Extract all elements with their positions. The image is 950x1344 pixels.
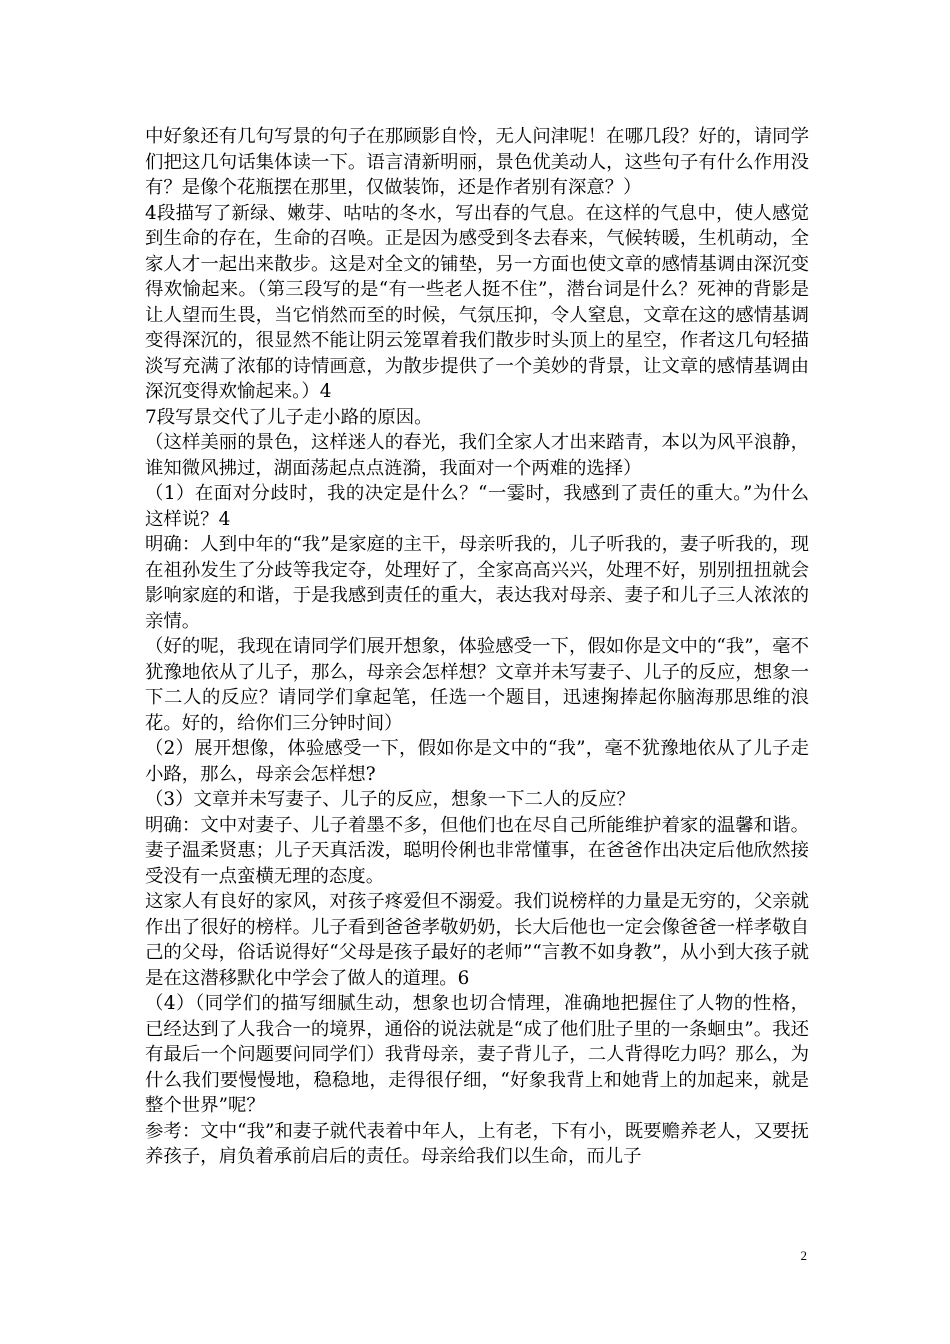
paragraph-5: （1）在面对分歧时，我的决定是什么？“一霎时，我感到了责任的重大。”为什么这样说？4	[145, 483, 809, 530]
paragraph-12: （4）（同学们的描写细腻生动，想象也切合情理，准确地把握住了人物的性格，已经达到了人我合一的境界，通俗的说法就是“成了他们肚子里的一条蛔虫”。我还有最后一个问题要问同学们）我背母亲，妻子背儿子，二人背得吃力吗？那么，为什么我们要慢慢地，稳稳地，走得很仔细，“好象我背上和她背上的加起来，就是整个世界”呢？	[145, 993, 809, 1116]
paragraph-6: 明确：人到中年的“我”是家庭的主干，母亲听我的，儿子听我的，妻子听我的，现在祖孙发生了分歧等我定夺，处理好了，全家高高兴兴，处理不好，别别扭扭就会影响家庭的和谐，于是我感到责任的重大，表达我对母亲、妻子和儿子三人浓浓的亲情。	[145, 534, 809, 632]
paragraph-2: 4段描写了新绿、嫩芽、咕咕的冬水，写出春的气息。在这样的气息中，使人感觉到生命的存在，生命的召唤。正是因为感受到冬去春来，气候转暖，生机萌动，全家人才一起出来散步。这是对全文的铺垫，另一方面也使文章的感情基调由深沉变得欢愉起来。（第三段写的是“有一些老人挺不住”，潜台词是什么？死神的背影是让人望而生畏，当它悄然而至的时候，气氛压抑，令人窒息，文章在这的感情基调变得深沉的，很显然不能让阴云笼罩着我们散步时头顶上的星空，作者这几句轻描淡写充满了浓郁的诗情画意，为散步提供了一个美妙的背景，让文章的感情基调由深沉变得欢愉起来。）4	[145, 202, 809, 402]
paragraph-3: 7段写景交代了儿子走小路的原因。	[145, 406, 433, 428]
paragraph-10: 明确：文中对妻子、儿子着墨不多，但他们也在尽自己所能维护着家的温馨和谐。妻子温柔贤惠；儿子天真活泼，聪明伶俐也非常懂事，在爸爸作出决定后他欣然接受没有一点蛮横无理的态度。	[145, 814, 809, 887]
paragraph-8: （2）展开想像，体验感受一下，假如你是文中的“我”，毫不犹豫地依从了儿子走小路，那么，母亲会怎样想?	[145, 738, 809, 785]
paragraph-7: （好的呢，我现在请同学们展开想象，体验感受一下，假如你是文中的“我”，毫不犹豫地依从了儿子，那么，母亲会怎样想？文章并未写妻子、儿子的反应，想象一下二人的反应？请同学们拿起笔，任选一个题目，迅速掬捧起你脑海那思维的浪花。好的，给你们三分钟时间）	[145, 636, 809, 734]
page-number: 2	[800, 1248, 807, 1263]
paragraph-1: 中好象还有几句写景的句子在那顾影自怜，无人问津呢！在哪几段？好的，请同学们把这几句话集体读一下。语言清新明丽，景色优美动人，这些句子有什么作用没有？是像个花瓶摆在那里，仅做装饰，还是作者别有深意？）	[145, 126, 809, 198]
body-text	[145, 124, 809, 1170]
paragraph-11: 这家人有良好的家风，对孩子疼爱但不溺爱。我们说榜样的力量是无穷的，父亲就作出了很好的榜样。儿子看到爸爸孝敬奶奶，长大后他也一定会像爸爸一样孝敬自己的父母，俗话说得好“父母是孩子最好的老师”“言教不如身教”，从小到大孩子就是在这潜移默化中学会了做人的道理。6	[145, 891, 809, 989]
paragraph-13: 参考：文中“我”和妻子就代表着中年人，上有老，下有小，既要赡养老人，又要抚养孩子，肩负着承前启后的责任。母亲给我们以生命，而儿子	[145, 1120, 809, 1167]
paragraph-4: （这样美丽的景色，这样迷人的春光，我们全家人才出来踏青，本以为风平浪静，谁知微风拂过，湖面荡起点点涟漪，我面对一个两难的选择）	[145, 432, 809, 479]
paragraph-9: （3）文章并未写妻子、儿子的反应，想象一下二人的反应？	[145, 789, 635, 810]
